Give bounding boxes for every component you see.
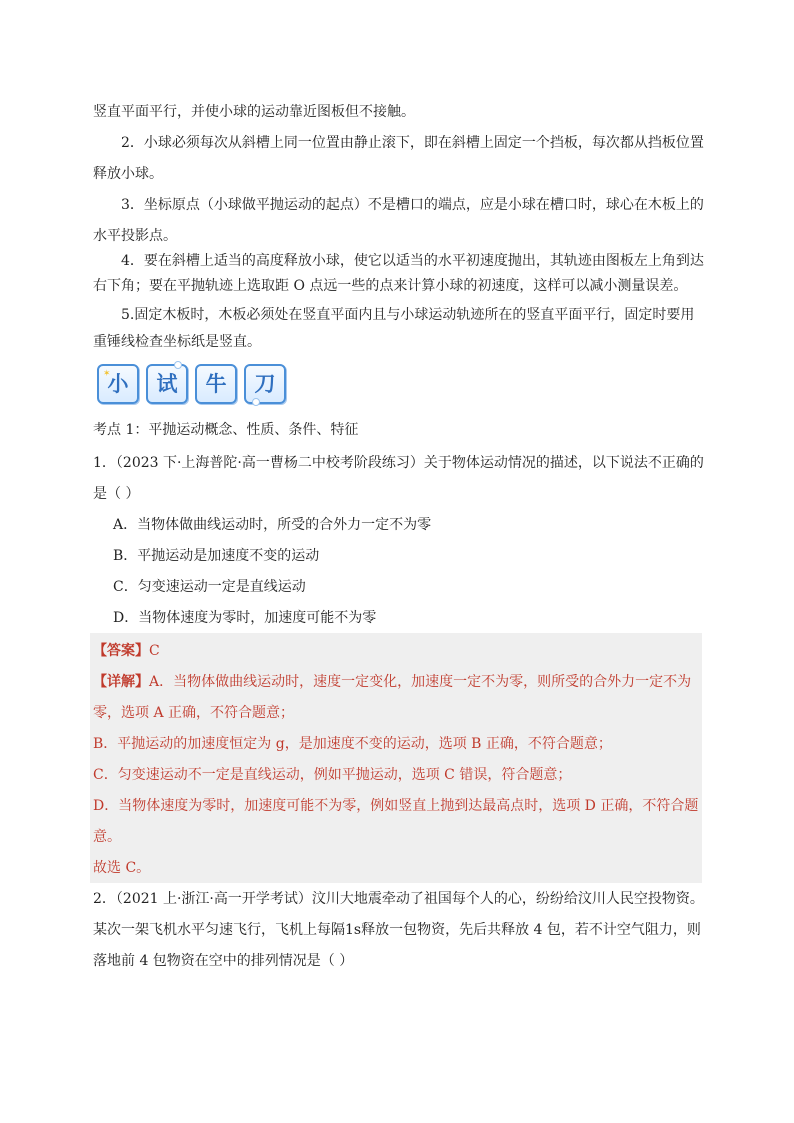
kaodian-heading: 考点 1：平抛运动概念、性质、条件、特征 <box>93 422 359 438</box>
text-line: 4．要在斜槽上适当的高度释放小球，使它以适当的水平初速度抛出，其轨迹由图板左上角到达 <box>121 253 704 269</box>
question-1-stem: 是（ ） <box>93 486 140 502</box>
detail-line: 零，选项 A 正确，不符合题意； <box>93 705 295 721</box>
badge-char-label: 牛 <box>205 372 227 396</box>
text-line: 水平投影点。 <box>93 228 177 244</box>
question-2-stem: 落地前 4 包物资在空中的排列情况是（ ） <box>93 953 354 969</box>
badge-char-label: 刀 <box>254 372 276 396</box>
option-c: C．匀变速运动一定是直线运动 <box>113 579 306 595</box>
bubble-icon <box>174 361 182 369</box>
detail-line: C．匀变速运动不一定是直线运动，例如平抛运动，选项 C 错误，符合题意； <box>93 767 572 783</box>
detail-line: 意。 <box>93 829 121 845</box>
detail-text: A．当物体做曲线运动时，速度一定变化，加速度一定不为零，则所受的合外力一定不为 <box>149 674 692 690</box>
question-2-stem: 2．（2021 上·浙江·高一开学考试）汶川大地震牵动了祖国每个人的心，纷纷给汶川人民空投物资。 <box>93 891 704 907</box>
detail-line: D．当物体速度为零时，加速度可能不为零，例如竖直上抛到达最高点时，选项 D 正确，不符合题 <box>93 798 699 814</box>
answer-line <box>93 641 705 661</box>
detail-tag: 【详解】 <box>93 674 149 690</box>
text-line: 竖直平面平行，并使小球的运动靠近图板但不接触。 <box>93 104 415 120</box>
conclusion-line: 故选 C。 <box>93 860 151 876</box>
option-b: B．平抛运动是加速度不变的运动 <box>113 548 320 564</box>
badge-char <box>195 364 237 404</box>
answer-value: C <box>149 643 160 659</box>
detail-line <box>93 672 705 692</box>
badge-char-label: 小 <box>107 372 129 396</box>
text-line: 右下角；要在平抛轨迹上选取距 O 点远一些的点来计算小球的初速度，这样可以减小测量误差。 <box>93 278 688 294</box>
bubble-icon <box>252 398 260 406</box>
text-line: 5.固定木板时，木板必须处在竖直平面内且与小球运动轨迹所在的竖直平面平行，固定时要用 <box>121 307 695 323</box>
text-line: 释放小球。 <box>93 166 163 182</box>
badge-char <box>146 364 188 404</box>
question-1-stem: 1．（2023 下·上海普陀·高一曹杨二中校考阶段练习）关于物体运动情况的描述，以下说法不正确的 <box>93 455 704 471</box>
detail-line: B．平抛运动的加速度恒定为 g，是加速度不变的运动，选项 B 正确，不符合题意； <box>93 736 612 752</box>
option-a: A．当物体做曲线运动时，所受的合外力一定不为零 <box>113 517 432 533</box>
option-d: D．当物体速度为零时，加速度可能不为零 <box>113 610 377 626</box>
badge-char-label: 试 <box>156 372 178 396</box>
text-line: 2．小球必须每次从斜槽上同一位置由静止滚下，即在斜槽上固定一个挡板，每次都从挡板位置 <box>121 135 704 151</box>
badge-char <box>97 364 139 404</box>
badge-char <box>244 364 286 404</box>
text-line: 3．坐标原点（小球做平抛运动的起点）不是槽口的端点，应是小球在槽口时，球心在木板上的 <box>121 197 704 213</box>
answer-tag: 【答案】 <box>93 643 149 659</box>
text-line: 重锤线检查坐标纸是竖直。 <box>93 334 261 350</box>
sparkle-icon: ✶ <box>103 369 111 379</box>
question-2-stem: 某次一架飞机水平匀速飞行，飞机上每隔1s释放一包物资，先后共释放 4 包，若不计空气阻力，则 <box>93 922 701 938</box>
